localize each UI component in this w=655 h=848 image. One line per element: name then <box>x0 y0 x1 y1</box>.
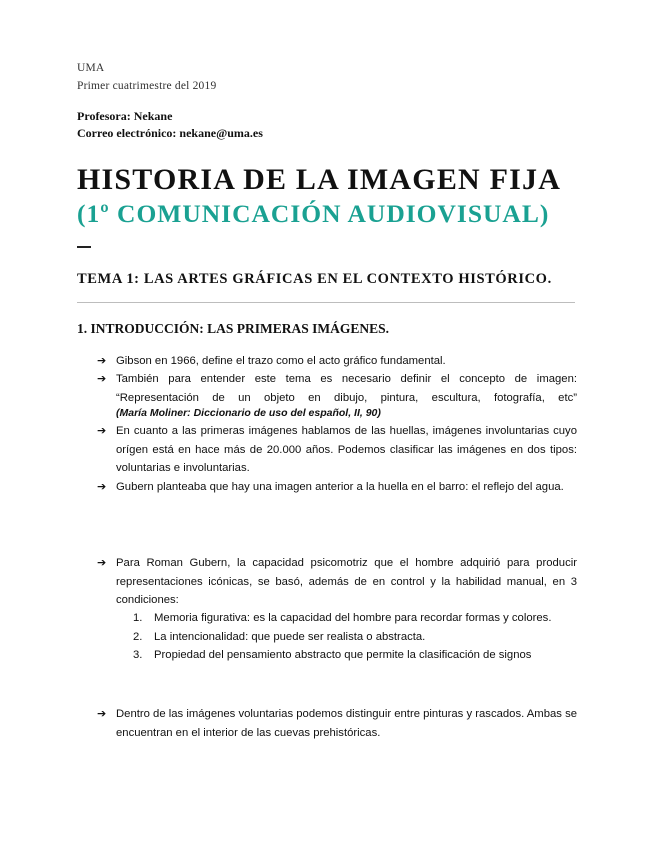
topic-heading: TEMA 1: LAS ARTES GRÁFICAS EN EL CONTEXTO HISTÓRICO. <box>77 271 552 287</box>
bullet-item <box>97 705 577 742</box>
list-number: 1. <box>133 612 143 624</box>
document-title: HISTORIA DE LA IMAGEN FIJA <box>77 163 562 196</box>
citation: (María Moliner: Diccionario de uso del español, II, 90) <box>116 407 381 419</box>
email: Correo electrónico: nekane@uma.es <box>77 126 263 140</box>
professor: Profesora: Nekane <box>77 109 173 123</box>
list-item <box>133 609 573 628</box>
term: Primer cuatrimestre del 2019 <box>77 80 217 92</box>
list-number: 2. <box>133 630 143 643</box>
bullet-item <box>97 370 577 420</box>
arrow-icon: ➔ <box>97 481 107 493</box>
title-dash <box>77 246 91 248</box>
arrow-icon: ➔ <box>97 708 107 720</box>
conditions-list <box>133 609 573 665</box>
bullet-text: Dentro de las imágenes voluntarias podemos distinguir entre pinturas y rascados. Ambas se encuentran en el interior de las cuevas prehistóricas. <box>116 708 577 739</box>
bullet-text: Para Roman Gubern, la capacidad psicomotriz que el hombre adquirió para producir representaciones icónicas, se basó, además de en control y la habilidad manual, en 3 condiciones: <box>116 557 577 606</box>
section-heading: 1. INTRODUCCIÓN: LAS PRIMERAS IMÁGENES. <box>77 321 390 336</box>
list-item <box>133 628 573 647</box>
bullet-item <box>97 352 577 371</box>
arrow-icon: ➔ <box>97 425 107 437</box>
list-text: Propiedad del pensamiento abstracto que permite la clasificación de signos <box>154 649 532 661</box>
list-item <box>133 646 573 665</box>
arrow-icon: ➔ <box>97 373 107 385</box>
list-text: La intencionalidad: que puede ser realista o abstracta. <box>154 630 426 643</box>
bullet-text: En cuanto a las primeras imágenes hablamos de las huellas, imágenes involuntarias cuyo orígen está en hace más de 20.000 años. Podemos clasificar las imágenes en dos tipos: voluntarias e involuntarias. <box>116 425 577 474</box>
bullet-item <box>97 554 577 610</box>
bullet-text: También para entender este tema es necesario definir el concepto de imagen: “Representación de un objeto en dibujo, pintura, escultura, fotografía, etc” <box>116 373 577 404</box>
bullet-text: Gibson en 1966, define el trazo como el acto gráfico fundamental. <box>116 355 446 367</box>
bullet-item <box>97 478 577 497</box>
bullet-text: Gubern planteaba que hay una imagen anterior a la huella en el barro: el reflejo del agua. <box>116 481 564 493</box>
document-subtitle: (1º COMUNICACIÓN AUDIOVISUAL) <box>77 199 550 228</box>
arrow-icon: ➔ <box>97 557 107 569</box>
institution: UMA <box>77 62 105 74</box>
divider <box>77 302 575 303</box>
arrow-icon: ➔ <box>97 355 107 367</box>
bullet-item <box>97 422 577 478</box>
list-number: 3. <box>133 649 143 661</box>
list-text: Memoria figurativa: es la capacidad del hombre para recordar formas y colores. <box>154 612 552 624</box>
